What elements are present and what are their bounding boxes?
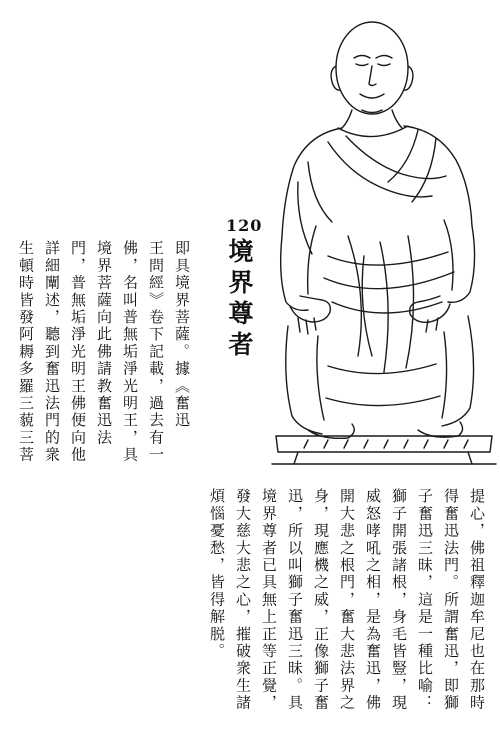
text-line: 即具境界菩薩。據《奮迅 bbox=[173, 240, 191, 430]
lower-text-block bbox=[138, 488, 490, 738]
text-line: 境界菩薩向此佛請教奮迅法 bbox=[95, 240, 113, 447]
text-line: 王問經》卷下記載，過去有一 bbox=[147, 240, 165, 464]
text-line: 身，現應機之威，正像獅子奮 bbox=[312, 488, 330, 712]
text-line: 門，普無垢淨光明王佛便向他 bbox=[69, 240, 87, 464]
text-line: 佛，名叫普無垢淨光明王，具 bbox=[121, 240, 139, 464]
text-line: 境界尊者已具無上正等正覺， bbox=[260, 488, 278, 712]
text-line: 獅子開張諸根，身毛皆豎，現 bbox=[390, 488, 408, 712]
text-line: 開大悲之根門，奮大悲法界之 bbox=[338, 488, 356, 712]
text-line: 煩惱憂愁，皆得解脱。 bbox=[208, 488, 226, 660]
text-line: 生頓時皆發阿耨多羅三藐三菩 bbox=[17, 240, 35, 464]
page-title: 境界尊者 bbox=[225, 238, 254, 362]
title-number: 120 bbox=[226, 216, 263, 235]
text-line: 詳細闡述，聽到奮迅法門的衆 bbox=[43, 240, 61, 464]
text-line: 威怒哮吼之相，是為奮迅，佛 bbox=[364, 488, 382, 712]
text-line: 提心，佛祖釋迦牟尼也在那時 bbox=[468, 488, 486, 712]
text-line: 發大慈大悲之心，摧破衆生諸 bbox=[234, 488, 252, 712]
text-line: 迅，所以叫獅子奮迅三昧。具 bbox=[286, 488, 304, 712]
text-line: 子奮迅三昧，這是一種比喻： bbox=[416, 488, 434, 712]
arhat-illustration bbox=[268, 6, 500, 468]
upper-text-block bbox=[10, 240, 195, 464]
text-line: 得奮迅法門。所謂奮迅，即獅 bbox=[442, 488, 460, 712]
